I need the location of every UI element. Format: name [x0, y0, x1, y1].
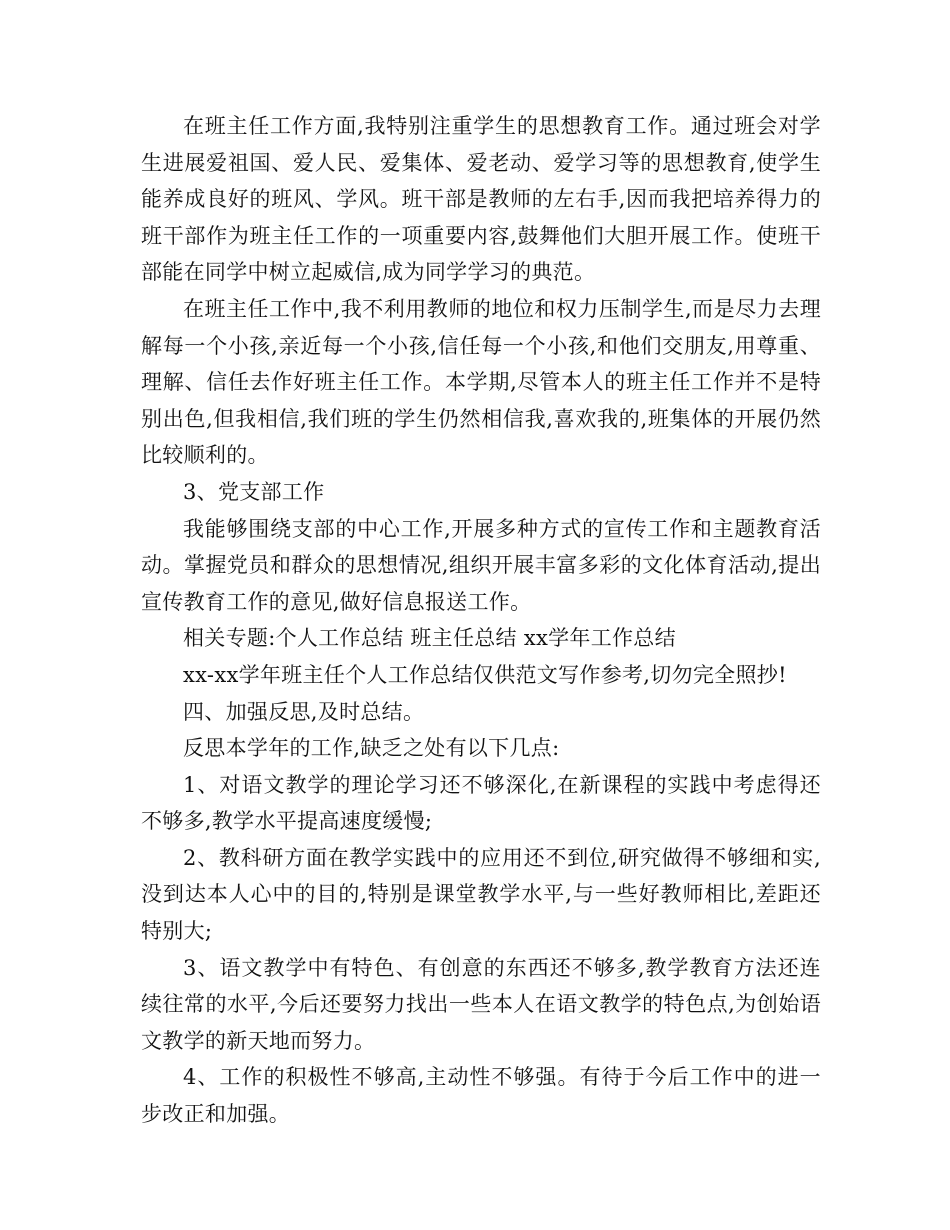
section-heading: 四、加强反思,及时总结。 [183, 699, 425, 724]
paragraph: 反思本学年的工作,缺乏之处有以下几点: [183, 736, 560, 761]
section-heading: 3、党支部工作 [183, 479, 325, 504]
list-item: 2、教科研方面在教学实践中的应用还不到位,研究做得不够细和实,没到达本人心中的目的,特别是课堂教学水平,与一些好教师相比,差距还特别大; [141, 845, 821, 944]
related-topics: 相关专题:个人工作总结 班主任总结 xx学年工作总结 [183, 626, 676, 651]
document-body [141, 108, 821, 1133]
list-item: 3、语文教学中有特色、有创意的东西还不够多,教学教育方法还连续往常的水平,今后还要努力找出一些本人在语文教学的特色点,为创始语文教学的新天地而努力。 [141, 955, 821, 1053]
list-item: 4、工作的积极性不够高,主动性不够强。有待于今后工作中的进一步改正和加强。 [141, 1065, 821, 1127]
paragraph: 在班主任工作中,我不利用教师的地位和权力压制学生,而是尽力去理解每一个小孩,亲近每一个小孩,信任每一个小孩,和他们交朋友,用尊重、理解、信任去作好班主任工作。本学期,尽管本人的班主任工作并不是特别出色,但我相信,我们班的学生仍然相信我,喜欢我的,班集体的开展仍然比较顺利的。 [141, 296, 821, 468]
list-item: 1、对语文教学的理论学习还不够深化,在新课程的实践中考虑得还不够多,教学水平提高速度缓慢; [141, 772, 821, 834]
paragraph: 我能够围绕支部的中心工作,开展多种方式的宣传工作和主题教育活动。掌握党员和群众的思想情况,组织开展丰富多彩的文化体育活动,提出宣传教育工作的意见,做好信息报送工作。 [141, 516, 821, 614]
disclaimer: xx-xx学年班主任个人工作总结仅供范文写作参考,切勿完全照抄! [183, 662, 787, 687]
paragraph: 在班主任工作方面,我特别注重学生的思想教育工作。通过班会对学生进展爱祖国、爱人民、爱集体、爱老动、爱学习等的思想教育,使学生能养成良好的班风、学风。班干部是教师的左右手,因而我把培养得力的班干部作为班主任工作的一项重要内容,鼓舞他们大胆开展工作。使班干部能在同学中树立起威信,成为同学学习的典范。 [141, 114, 821, 285]
